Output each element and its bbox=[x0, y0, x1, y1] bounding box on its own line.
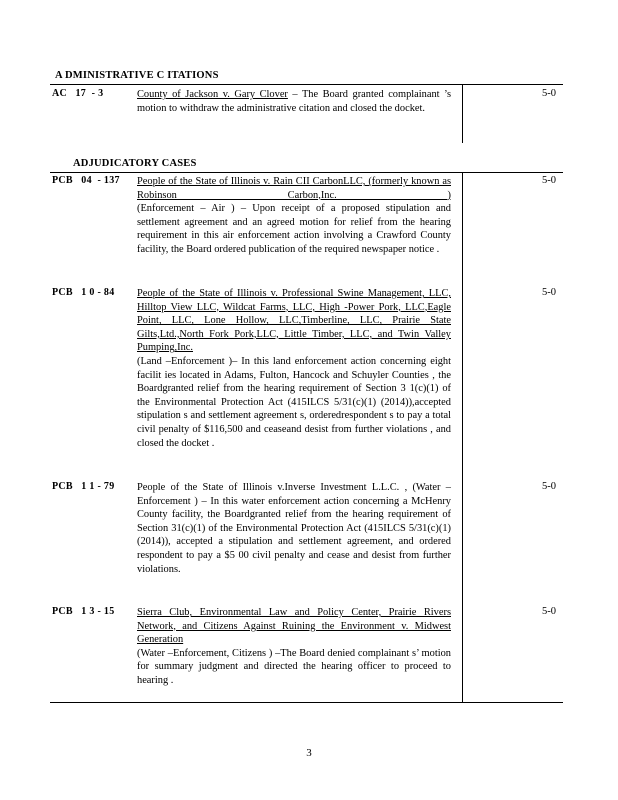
case-body: – The Board granted complainant ’s motion to withdraw the administrative citation and closed the docket. bbox=[137, 89, 451, 114]
vote-count: 5-0 bbox=[542, 175, 556, 186]
adjudicatory-bottom-rule bbox=[50, 702, 563, 703]
case-title: Sierra Club, Environmental Law and Policy Center, Prairie Rivers Network, and Citizens Against Ruining the Environment v. Midwest Generation bbox=[137, 607, 451, 646]
case-body: People of the State of Illinois v.Inverse Investment L.L.C. , (Water –Enforcement ) – In this water enforcement action concerning a McHenry County facility, the Boardgranted relief from the hearing requirement of Section 31(c)(1) of the Environmental Protection Act (415ILCS 5/31(c)(1) (2014)), accepted a stipulation and settlement agreement, and ordered respondent to pay a $5 00 civil penalty and cease and desist from further violations. bbox=[137, 482, 451, 575]
case-description bbox=[137, 88, 451, 115]
vote-count: 5-0 bbox=[542, 287, 556, 298]
case-code: AC 17 - 3 bbox=[52, 88, 104, 99]
case-code: PCB 1 1 - 79 bbox=[52, 481, 115, 492]
vote-count: 5-0 bbox=[542, 88, 556, 99]
case-title: County of Jackson v. Gary Clover bbox=[137, 89, 288, 100]
case-code: PCB 1 0 - 84 bbox=[52, 287, 115, 298]
vote-count: 5-0 bbox=[542, 481, 556, 492]
case-body: (Water –Enforcement, Citizens ) –The Board denied complainant s’ motion for summary judgment and directed the hearing officer to proceed to hearing . bbox=[137, 647, 451, 686]
admin-top-rule bbox=[50, 84, 563, 85]
case-code: PCB 1 3 - 15 bbox=[52, 606, 115, 617]
case-body: (Enforcement – Air ) – Upon receipt of a proposed stipulation and settlement agreement and an agreed motion for relief from the hearing requirement in this air enforcement action involving a Crawford County facility, the Board ordered publication of the required newspaper notice . bbox=[137, 203, 451, 255]
page-number: 3 bbox=[306, 747, 312, 759]
adjudicatory-vote-divider bbox=[462, 172, 463, 702]
adjudicatory-top-rule bbox=[50, 172, 563, 173]
case-title: People of the State of Illinois v. Rain CII CarbonLLC, (formerly known as Robinson Carbon,Inc. ) bbox=[137, 176, 451, 201]
admin-citations-heading: A DMINISTRATIVE C ITATIONS bbox=[55, 70, 219, 81]
case-description bbox=[137, 287, 451, 450]
admin-vote-divider bbox=[462, 84, 463, 143]
case-title: People of the State of Illinois v. Professional Swine Management, LLC, Hilltop View LLC, Wildcat Farms, LLC, High -Power Pork, LLC,Eagle Point, LLC, Lone Hollow, LLC,Timberline, LLC, Prairie State Gilts,Ltd.,North Fork Pork,LLC, Little Timber, LLC, and Twin Valley Pumping,Inc. bbox=[137, 288, 451, 354]
case-description bbox=[137, 606, 451, 688]
case-description bbox=[137, 175, 451, 257]
adjudicatory-cases-heading: ADJUDICATORY CASES bbox=[73, 158, 197, 169]
case-body: (Land –Enforcement )– In this land enforcement action concerning eight facilit ies located in Adams, Fulton, Hancock and Schuyler Counties , the Boardgranted relief from the hearing requirement of Section 3 1(c)(1) of the Environmental Protection Act (415ILCS 5/31(c)(1) (2014)),accepted stipulation s and settlement agreement s, orderedrespondent s to pay a total civil penalty of $116,500 and ceaseand desist from further violations , and closed the docket . bbox=[137, 355, 451, 449]
case-description bbox=[137, 481, 451, 576]
case-code: PCB 04 - 137 bbox=[52, 175, 120, 186]
vote-count: 5-0 bbox=[542, 606, 556, 617]
